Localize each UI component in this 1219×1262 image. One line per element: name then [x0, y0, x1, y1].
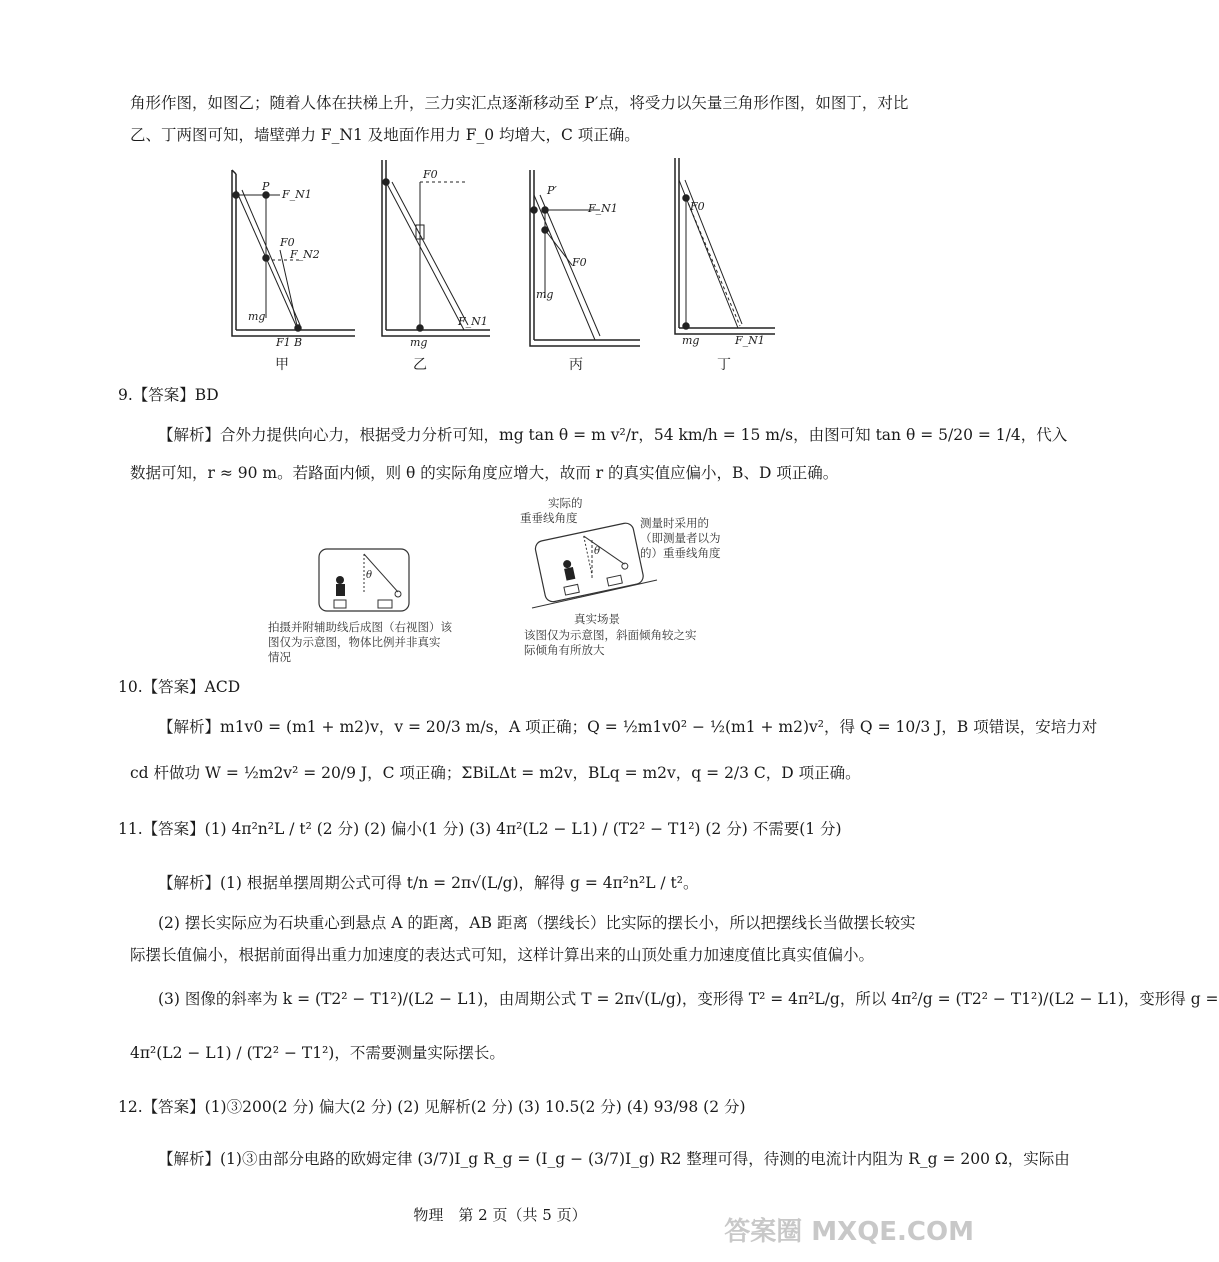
q12-analysis-1: 【解析】(1)③由部分电路的欧姆定律 (3/7)I_g R_g = (I_g − (3/7)I_g) R2 整理可得，待测的电流计内阻为 R_g = 200 Ω，实际由 [158, 1150, 1070, 1168]
pendulum-photo-figure [318, 548, 410, 612]
q10-analysis-1: 【解析】m1v0 = (m1 + m2)v，v = 20/3 m/s，A 项正确；Q = ½m1v0² − ½(m1 + m2)v²，得 Q = 10/3 J，B 项错误，安培力对 [158, 718, 1098, 736]
label-F0-bing: F0 [572, 256, 587, 269]
q10-analysis-2: cd 杆做功 W = ½m2v² = 20/9 J，C 项正确；ΣBiLΔt = m2v，BLq = m2v，q = 2/3 C，D 项正确。 [130, 764, 861, 782]
label-mg-jia: mg [248, 310, 266, 323]
caption-ding: 丁 [717, 357, 731, 373]
theta-label-right: θ [594, 546, 601, 557]
caption-jia: 甲 [275, 357, 289, 373]
page-footer: 物理 第 2 页（共 5 页） [413, 1206, 587, 1224]
q11-analysis-4: (3) 图像的斜率为 k = (T2² − T1²)/(L2 − L1)，由周期公式 T = 2π√(L/g)，变形得 T² = 4π²L/g，所以 4π²/g = (T2² − T1²)/(L2 − L1)，变形得 g = [158, 990, 1219, 1008]
fig-right-caption-2: 际倾角有所放大 [524, 643, 605, 657]
fig-left-caption-1: 拍摄并附辅助线后成图（右视图）该 [268, 620, 452, 634]
fig-right-top-1: 实际的 [548, 496, 583, 510]
label-mg-yi: mg [410, 336, 428, 349]
theta-label-left: θ [366, 570, 373, 581]
fig-left-caption-3: 情况 [268, 650, 291, 664]
escalator-force-figures [220, 150, 780, 375]
label-Pprime: P′ [547, 184, 557, 197]
q11-analysis-2: (2) 摆长实际应为石块重心到悬点 A 的距离，AB 距离（摆线长）比实际的摆长小，所以把摆线长当做摆长较实 [158, 914, 916, 932]
fig-right-top-2: 重垂线角度 [520, 511, 578, 525]
label-F0-ding: F0 [690, 200, 705, 213]
label-FN1-yi: F_N1 [458, 315, 488, 328]
q9-analysis-2: 数据可知，r ≈ 90 m。若路面内倾，则 θ 的实际角度应增大，故而 r 的真实值应偏小，B、D 项正确。 [130, 464, 839, 482]
q11-answer: 11.【答案】(1) 4π²n²L / t² (2 分) (2) 偏小(1 分) (3) 4π²(L2 − L1) / (T2² − T1²) (2 分) 不需要(1 分) [118, 820, 842, 838]
q10-answer: 10.【答案】ACD [118, 678, 241, 696]
intro-line-2: 乙、丁两图可知，墙壁弹力 F_N1 及地面作用力 F_0 均增大，C 项正确。 [130, 126, 640, 144]
label-P: P [262, 180, 270, 193]
label-mg-bing: mg [536, 288, 554, 301]
q11-analysis-1: 【解析】(1) 根据单摆周期公式可得 t/n = 2π√(L/g)，解得 g = 4π²n²L / t²。 [158, 874, 699, 892]
fig-right-side-2: （即测量者以为 [640, 531, 721, 545]
label-mg-ding: mg [682, 334, 700, 347]
label-FN1-ding: F_N1 [735, 334, 765, 347]
label-FN1-bing: F_N1 [588, 202, 618, 215]
label-F1-jia: F1 [276, 336, 291, 349]
label-FN2-jia: F_N2 [290, 248, 320, 261]
q9-analysis-1: 【解析】合外力提供向心力，根据受力分析可知，mg tan θ = m v²/r，54 km/h = 15 m/s，由图可知 tan θ = 5/20 = 1/4，代入 [158, 426, 1068, 444]
fig-right-ground: 真实场景 [574, 612, 620, 626]
fig-right-side-1: 测量时采用的 [640, 516, 709, 530]
intro-line-1: 角形作图，如图乙；随着人体在扶梯上升，三力实汇点逐渐移动至 P′点，将受力以矢量三角形作图，如图丁，对比 [130, 94, 909, 112]
fig-right-caption-1: 该图仅为示意图，斜面倾角较之实 [524, 628, 697, 642]
label-F0-jia: F0 [280, 236, 295, 249]
label-F0-yi: F0 [423, 168, 438, 181]
label-B-jia: B [294, 336, 303, 349]
fig-right-side-3: 的）重垂线角度 [640, 546, 721, 560]
q9-answer: 9.【答案】BD [118, 386, 219, 404]
caption-bing: 丙 [569, 357, 583, 373]
caption-yi: 乙 [413, 357, 427, 373]
watermark: 答案圈 MXQE.COM [724, 1217, 974, 1247]
fig-left-caption-2: 图仅为示意图，物体比例并非真实 [268, 635, 441, 649]
q11-analysis-5: 4π²(L2 − L1) / (T2² − T1²)，不需要测量实际摆长。 [130, 1044, 505, 1062]
q11-analysis-3: 际摆长值偏小，根据前面得出重力加速度的表达式可知，这样计算出来的山顶处重力加速度值比真实值偏小。 [130, 946, 875, 964]
q12-answer: 12.【答案】(1)③200(2 分) 偏大(2 分) (2) 见解析(2 分) (3) 10.5(2 分) (4) 93/98 (2 分) [118, 1098, 746, 1116]
label-FN1-jia: F_N1 [282, 188, 312, 201]
